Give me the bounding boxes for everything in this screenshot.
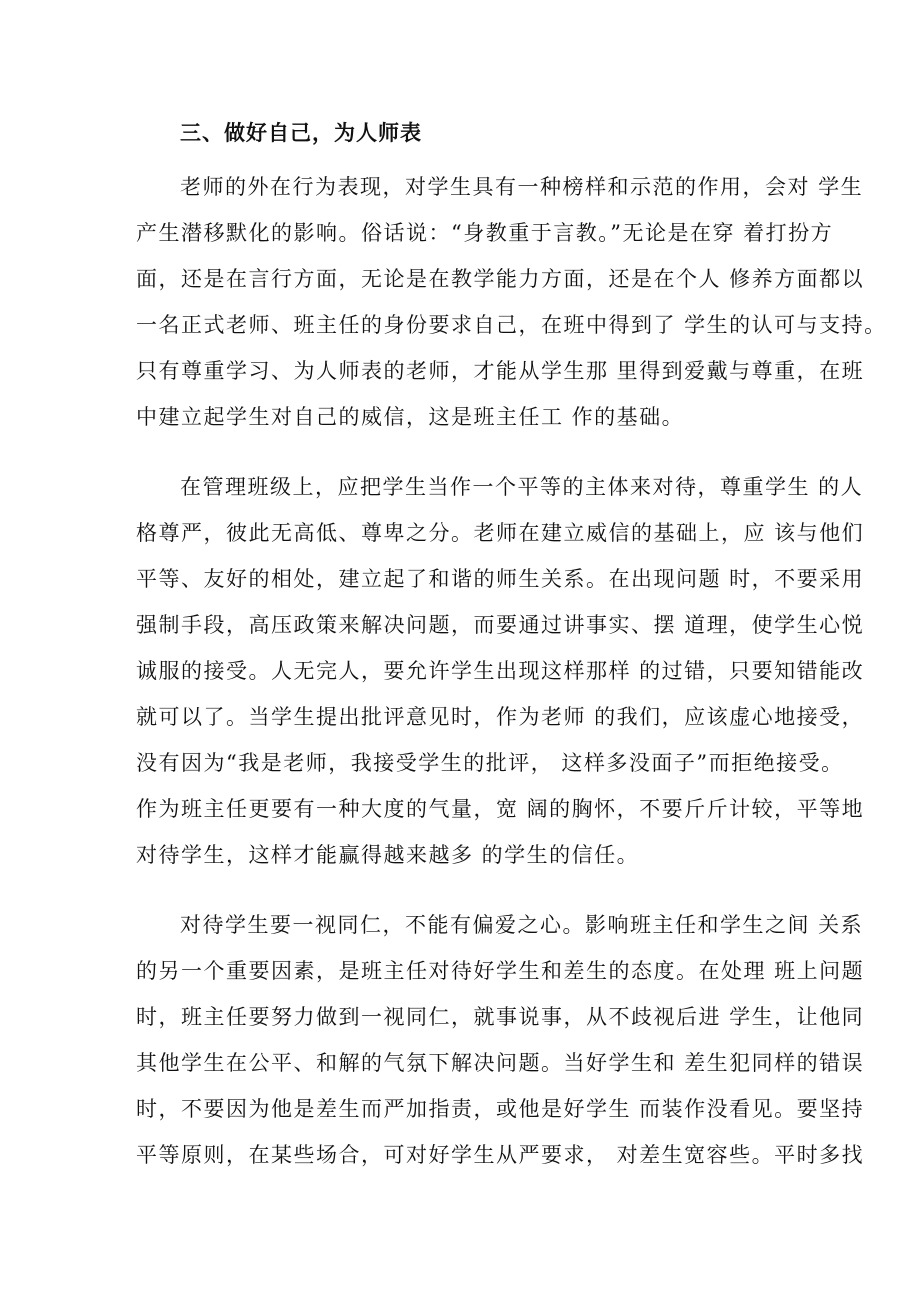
paragraph-equal-treatment — [136, 902, 865, 1178]
paragraph-role-model — [136, 164, 887, 440]
paragraph-line: 诚服的接受。人无完人，要允许学生出现这样那样 的过错，只要知错能改 — [136, 659, 865, 683]
paragraph-line: 平等、友好的相处，建立起了和谐的师生关系。在出现问题 时，不要采用 — [136, 567, 865, 591]
paragraph-line: 强制手段，高压政策来解决问题，而要通过讲事实、摆 道理，使学生心悦 — [136, 613, 865, 637]
paragraph-line: 老师的外在行为表现，对学生具有一种榜样和示范的作用，会对 学生 — [180, 175, 864, 199]
paragraph-line: 就可以了。当学生提出批评意见时，作为老师 的我们，应该虚心地接受， — [136, 705, 865, 729]
section-heading: 三、做好自己，为人师表 — [180, 120, 422, 145]
paragraph-line: 没有因为“我是老师，我接受学生的批评， 这样多没面子”而拒绝接受。 — [136, 751, 844, 775]
paragraph-line: 对待学生，这样才能赢得越来越多 的学生的信任。 — [136, 843, 640, 867]
paragraph-line: 面，还是在言行方面，无论是在教学能力方面，还是在个人 修养方面都以 — [136, 267, 865, 291]
paragraph-line: 中建立起学生对自己的威信，这是班主任工 作的基础。 — [136, 405, 685, 429]
paragraph-line: 只有尊重学习、为人师表的老师，才能从学生那 里得到爱戴与尊重，在班 — [136, 359, 865, 383]
paragraph-line: 时，班主任要努力做到一视同仁，就事说事，从不歧视后进 学生，让他同 — [136, 1005, 865, 1029]
paragraph-line: 一名正式老师、班主任的身份要求自己，在班中得到了 学生的认可与支持。 — [136, 313, 887, 337]
paragraph-line: 格尊严，彼此无高低、尊卑之分。老师在建立威信的基础上，应 该与他们 — [136, 521, 865, 545]
paragraph-line: 的另一个重要因素，是班主任对待好学生和差生的态度。在处理 班上问题 — [136, 959, 865, 983]
paragraph-line: 产生潜移默化的影响。俗话说：“身教重于言教。”无论是在穿 着打扮方 — [136, 221, 834, 245]
paragraph-line: 对待学生要一视同仁，不能有偏爱之心。影响班主任和学生之间 关系 — [180, 913, 864, 937]
paragraph-line: 其他学生在公平、和解的气氛下解决问题。当好学生和 差生犯同样的错误 — [136, 1051, 865, 1075]
paragraph-line: 时，不要因为他是差生而严加指责，或他是好学生 而装作没看见。要坚持 — [136, 1097, 865, 1121]
paragraph-line: 在管理班级上，应把学生当作一个平等的主体来对待，尊重学生 的人 — [180, 475, 864, 499]
paragraph-class-management — [136, 464, 865, 878]
paragraph-line: 平等原则，在某些场合，可对好学生从严要求， 对差生宽容些。平时多找 — [136, 1143, 865, 1167]
paragraph-line: 作为班主任更要有一种大度的气量，宽 阔的胸怀，不要斤斤计较，平等地 — [136, 797, 865, 821]
